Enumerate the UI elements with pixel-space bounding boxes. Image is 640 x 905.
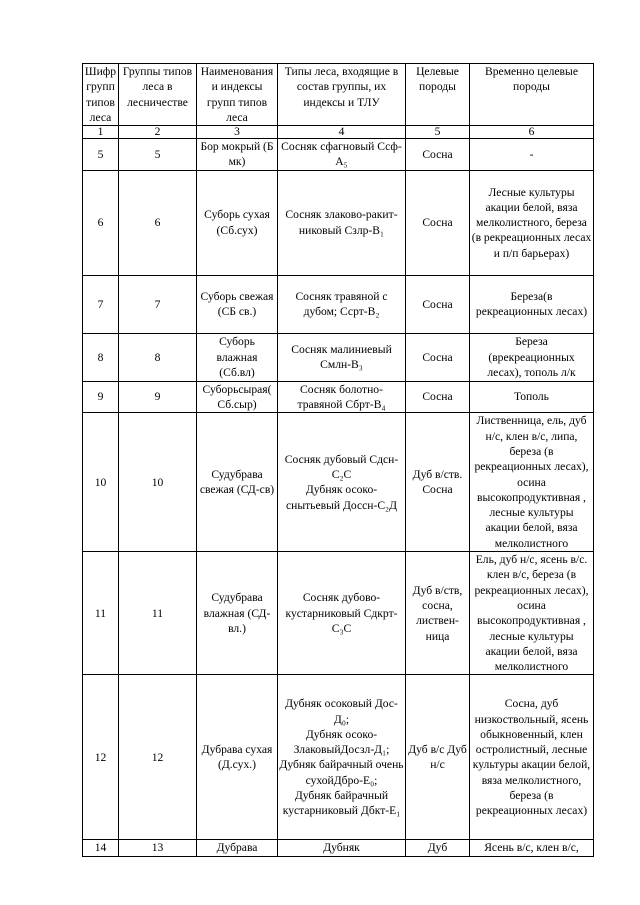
cell-code: 6: [83, 170, 119, 275]
header-row: [83, 64, 594, 126]
col-index: 5: [406, 126, 470, 139]
cell-temp: Сосна, дуб низкоствольный, ясень обыкновенный, клен остролистный, лесные культуры акации белой, вяза мелколистного, береза (в рекреационных лесах): [470, 675, 594, 840]
cell-code: 7: [83, 275, 119, 333]
cell-code: 11: [83, 552, 119, 675]
cell-temp: -: [470, 139, 594, 171]
cell-name: Бор мокрый (Б мк): [197, 139, 278, 171]
forest-type: Сосняк дубово-кустарниковый Сдкрт-С₃С: [285, 591, 398, 635]
cell-name: Суборьсырая( Сб.сыр): [197, 381, 278, 413]
cell-types: [278, 552, 406, 675]
cell-name: Суборь сухая (Сб.сух): [197, 170, 278, 275]
cell-temp: Лиственница, ель, дуб н/с, клен в/с, липа, береза (в рекреационных лесах), осина высокопродуктивная , лесные культуры акации белой, вяза мелколистного: [470, 413, 594, 552]
header-temp: Временно целевые породы: [470, 64, 594, 126]
forest-type: Дубняк осоко-ЗлаковыйДосзл-Д₁;: [293, 727, 390, 757]
cell-types: [278, 675, 406, 840]
cell-group: 6: [119, 170, 197, 275]
cell-target: Сосна: [406, 381, 470, 413]
cell-types: [278, 413, 406, 552]
cell-group: 13: [119, 840, 197, 856]
header-target: Целевые породы: [406, 64, 470, 126]
cell-group: 10: [119, 413, 197, 552]
table-row: [83, 552, 594, 675]
header-types: Типы леса, входящие в состав группы, их индексы и ТЛУ: [278, 64, 406, 126]
forest-type: Дубняк байрачный очень сухойДбро-Е₀;: [279, 758, 404, 787]
cell-types: [278, 333, 406, 381]
header-code: Шифр групп типов леса: [83, 64, 119, 126]
table-row: [83, 275, 594, 333]
cell-name: Суборь влажная (Сб.вл): [197, 333, 278, 381]
cell-group: 5: [119, 139, 197, 171]
forest-type: Дубняк осоко-снытьевый Доссн-С₂Д: [285, 483, 398, 512]
header-name: Наименования и индексы групп типов леса: [197, 64, 278, 126]
col-index: 3: [197, 126, 278, 139]
col-index: 6: [470, 126, 594, 139]
forest-type: Сосняк сфагновый Ссф-А₅: [281, 140, 402, 169]
cell-code: 12: [83, 675, 119, 840]
forest-type: Сосняк травяной с дубом; Ссрт-В₂: [295, 289, 388, 319]
col-index: 2: [119, 126, 197, 139]
column-index-row: [83, 126, 594, 139]
cell-group: 9: [119, 381, 197, 413]
cell-types: [278, 840, 406, 856]
cell-target: Дуб в/ств. Сосна: [406, 413, 470, 552]
cell-code: 5: [83, 139, 119, 171]
cell-name: Дубрава: [197, 840, 278, 856]
cell-name: Судубрава свежая (СД-св): [197, 413, 278, 552]
cell-target: Дуб: [406, 840, 470, 856]
table-row: [83, 139, 594, 171]
cell-temp: Тополь: [470, 381, 594, 413]
forest-type: Сосняк малиниевый Смлн-В₃: [291, 342, 392, 372]
table-row: [83, 840, 594, 856]
cell-target: Сосна: [406, 139, 470, 171]
col-index: 4: [278, 126, 406, 139]
cell-name: Суборь свежая (СБ св.): [197, 275, 278, 333]
cell-temp: Лесные культуры акации белой, вяза мелколистного, береза (в рекреационных лесах и п/п барьерах): [470, 170, 594, 275]
cell-code: 14: [83, 840, 119, 856]
table-row: [83, 413, 594, 552]
cell-temp: Ясень в/с, клен в/с,: [470, 840, 594, 856]
table-row: [83, 381, 594, 413]
cell-target: Дуб в/с Дуб н/с: [406, 675, 470, 840]
table-row: [83, 170, 594, 275]
table-row: [83, 675, 594, 840]
cell-name: Дубрава сухая (Д.сух.): [197, 675, 278, 840]
header-group: Группы типов леса в лесничестве: [119, 64, 197, 126]
cell-group: 11: [119, 552, 197, 675]
cell-temp: Ель, дуб н/с, ясень в/с. клен в/с, береза (в рекреационных лесах), осина высокопродуктивная , лесные культуры акации белой, вяза мелколистного: [470, 552, 594, 675]
forest-type: Сосняк дубовый Сдсн-С₂С: [284, 452, 399, 481]
forest-type: Дубняк осоковый Дос-Д₀;: [285, 697, 398, 726]
cell-code: 9: [83, 381, 119, 413]
forest-types-table: [82, 63, 594, 857]
forest-type: Сосняк злаково-ракит-никовый Сзлр-В₁: [285, 208, 398, 237]
cell-types: [278, 275, 406, 333]
cell-target: Дуб в/ств, сосна, листвен-ница: [406, 552, 470, 675]
col-index: 1: [83, 126, 119, 139]
cell-target: Сосна: [406, 333, 470, 381]
cell-code: 10: [83, 413, 119, 552]
forest-type: Сосняк болотно-травяной Сбрт-В₄: [297, 382, 386, 412]
cell-group: 7: [119, 275, 197, 333]
cell-types: [278, 381, 406, 413]
cell-group: 12: [119, 675, 197, 840]
cell-target: Сосна: [406, 170, 470, 275]
cell-temp: Береза (врекреационных лесах), тополь л/к: [470, 333, 594, 381]
cell-target: Сосна: [406, 275, 470, 333]
cell-temp: Береза(в рекреационных лесах): [470, 275, 594, 333]
cell-name: Судубрава влажная (СД-вл.): [197, 552, 278, 675]
cell-types: [278, 170, 406, 275]
cell-group: 8: [119, 333, 197, 381]
forest-type: Дубняк байрачный кустарниковый Дбкт-Е₁: [282, 789, 401, 818]
cell-code: 8: [83, 333, 119, 381]
cell-types: [278, 139, 406, 171]
forest-type: Дубняк: [323, 841, 360, 855]
table-row: [83, 333, 594, 381]
